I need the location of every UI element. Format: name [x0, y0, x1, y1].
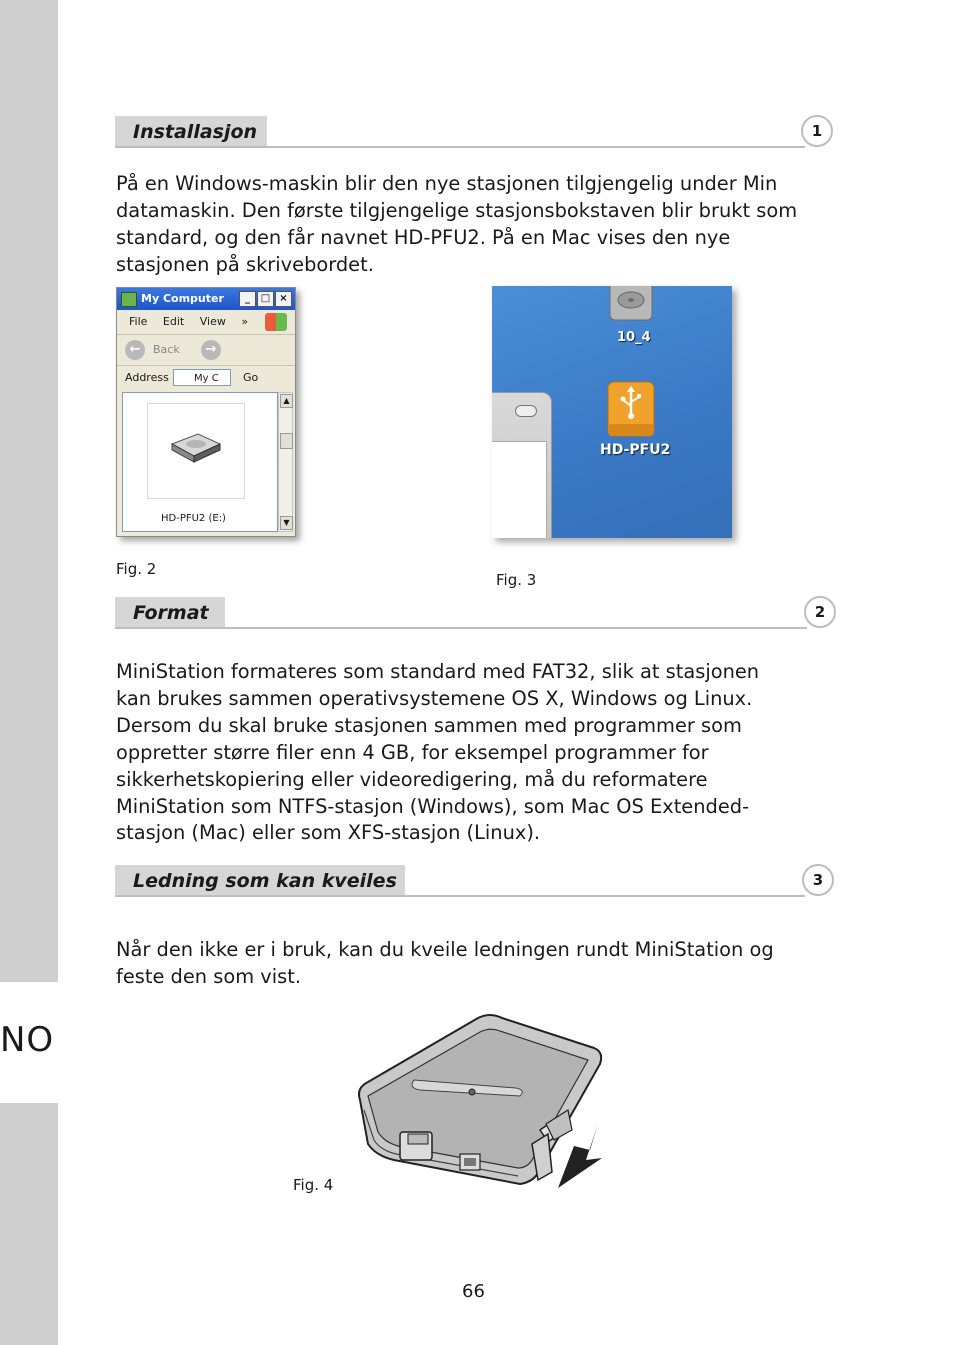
- side-bar-bottom: [0, 1103, 58, 1345]
- window-titlebar: [117, 288, 295, 310]
- side-bar-top: [0, 0, 58, 982]
- content-pane: [122, 392, 278, 532]
- figure-my-computer: [116, 287, 296, 537]
- figure-caption: Fig. 2: [116, 560, 157, 578]
- windows-logo-icon: [265, 313, 287, 331]
- page-number: 66: [462, 1281, 485, 1302]
- window-title: My Computer: [141, 292, 224, 305]
- ministation-drive-illustration: [350, 1010, 610, 1195]
- address-bar: [117, 366, 295, 390]
- finder-window-edge: [492, 392, 552, 538]
- section-title: Installasjon: [115, 116, 267, 148]
- back-arrow-icon: ←: [125, 340, 145, 360]
- back-label: Back: [153, 343, 180, 356]
- section-rule: [115, 895, 805, 897]
- menu-view: View: [199, 315, 226, 328]
- scroll-down-icon: ▼: [280, 516, 293, 530]
- section-number-badge: 1: [801, 115, 833, 147]
- address-label: Address: [125, 371, 169, 384]
- computer-icon: [121, 292, 137, 307]
- close-icon: ×: [275, 291, 292, 307]
- section-header-installasjon: [115, 116, 837, 148]
- menu-file: File: [129, 315, 148, 328]
- usb-drive-icon: [605, 380, 657, 438]
- section-number-badge: 3: [802, 864, 834, 896]
- menu-bar: [117, 310, 295, 335]
- section-header-ledning: [115, 865, 837, 897]
- menu-edit: Edit: [162, 315, 185, 328]
- section-header-format: [115, 597, 839, 629]
- nav-bar: [117, 335, 295, 366]
- section-number-badge: 2: [804, 596, 836, 628]
- figure-mac-desktop: [492, 286, 732, 538]
- language-label: NO: [0, 1020, 55, 1060]
- section-rule: [115, 627, 807, 629]
- menu-more: »: [241, 315, 249, 328]
- internal-disk-icon: [606, 286, 656, 326]
- disk-label: 10_4: [617, 330, 651, 345]
- usb-drive-label: HD-PFU2: [600, 442, 671, 458]
- section-text: MiniStation formateres som standard med FAT32, slik at stasjonen kan brukes sammen operativsystemene OS X, Windows og Linux. Dersom du skal bruke stasjonen sammen med programmer som oppretter større filer enn 4 GB, for eksempel programmer for sikkerhetskopiering eller videoredigering, må du reformatere MiniStation som NTFS-stasjon (Windows), som Mac OS Extended-stasjon (Mac) eller som XFS-stasjon (Linux).: [116, 660, 760, 845]
- figure-ministation-cable: [350, 1010, 610, 1195]
- hard-drive-icon: [168, 430, 224, 466]
- window-toolbar-button: [515, 405, 537, 417]
- forward-arrow-icon: →: [201, 340, 221, 360]
- scroll-thumb: [280, 433, 293, 449]
- minimize-icon: _: [239, 291, 256, 307]
- window-content: [492, 441, 547, 538]
- section-rule: [115, 146, 805, 148]
- section-text: På en Windows-maskin blir den nye stasjonen tilgjengelig under Min datamaskin. Den første tilgjengelige stasjonsbokstaven blir brukt som standard, og den får navnet HD-PFU2. På en Mac vises den nye stasjonen på skrivebordet.: [116, 172, 798, 276]
- xp-window: [116, 287, 296, 537]
- address-field: My C: [173, 369, 231, 386]
- maximize-icon: □: [257, 291, 274, 307]
- figure-caption: Fig. 3: [496, 571, 537, 589]
- section-text: Når den ikke er i bruk, kan du kveile ledningen rundt MiniStation og feste den som vist.: [116, 938, 774, 988]
- section-title: Format: [115, 597, 225, 629]
- go-label: Go: [243, 371, 259, 384]
- figure-caption: Fig. 4: [293, 1176, 334, 1194]
- drive-label: HD-PFU2 (E:): [161, 513, 226, 524]
- scrollbar: [278, 392, 293, 532]
- drive-item: [147, 403, 245, 499]
- section-title: Ledning som kan kveiles: [115, 865, 405, 897]
- scroll-up-icon: ▲: [280, 394, 293, 408]
